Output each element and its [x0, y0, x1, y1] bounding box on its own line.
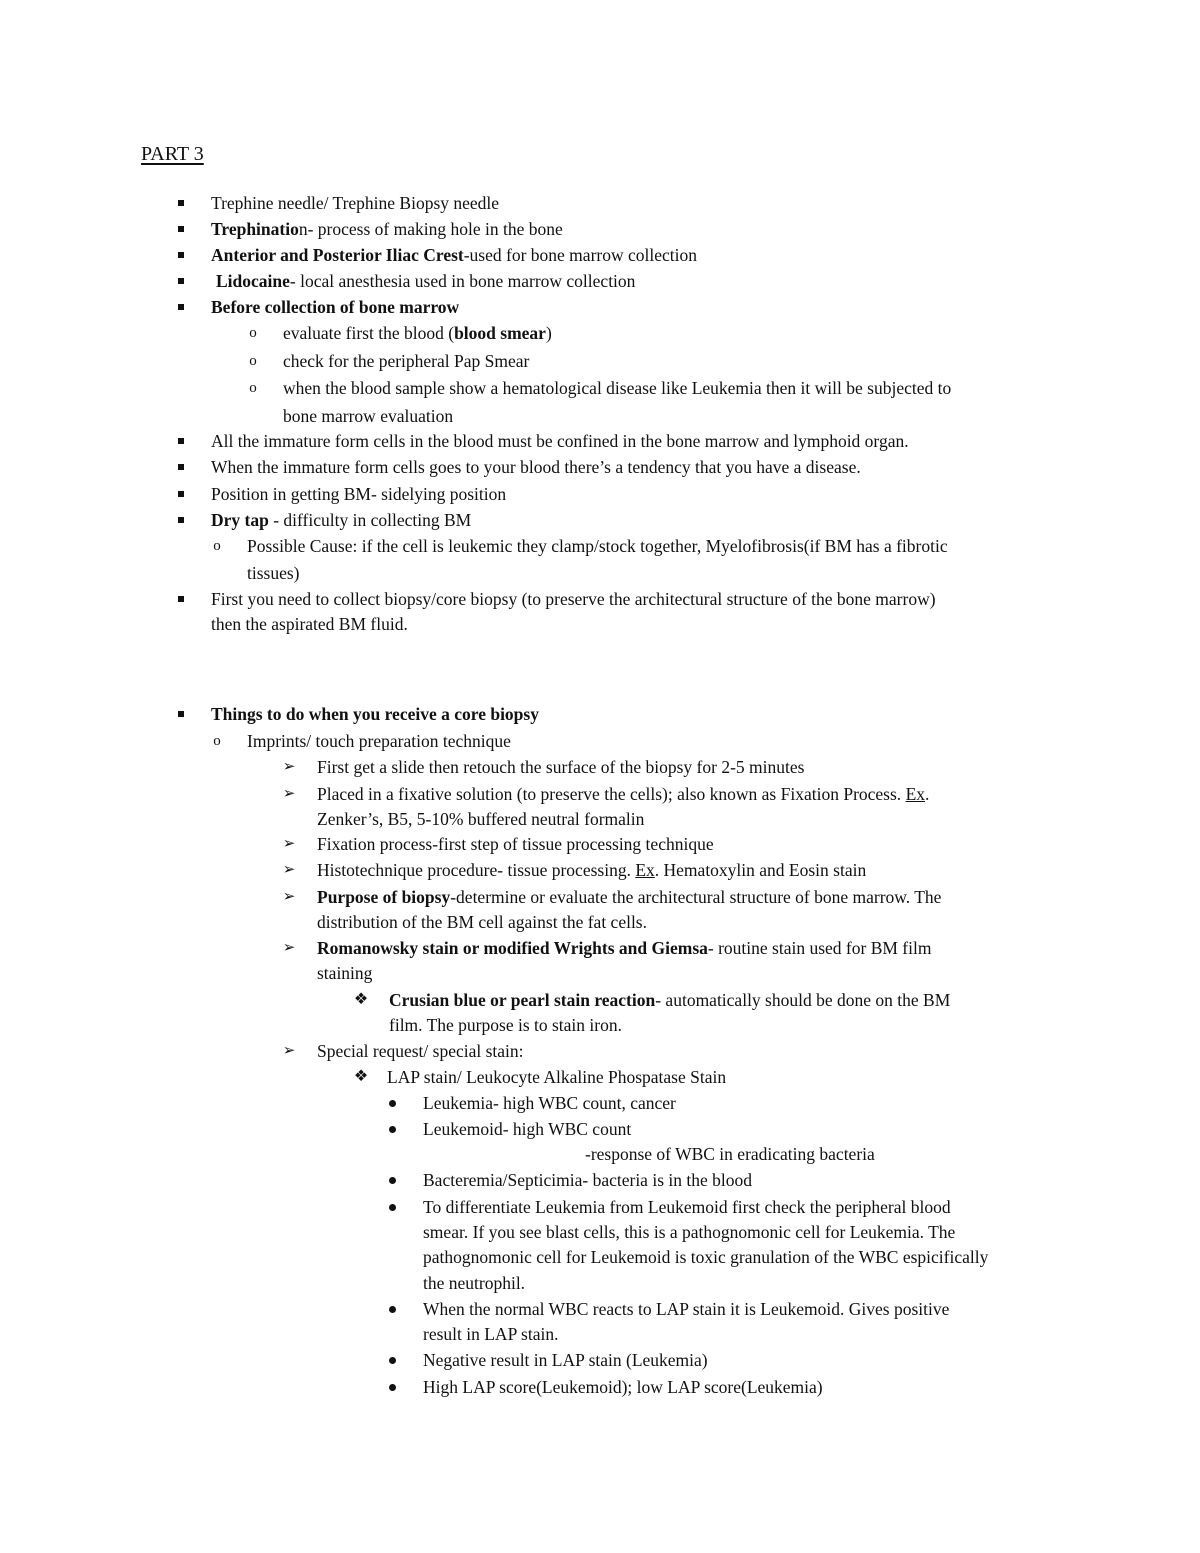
definition: - routine stain used for BM film: [707, 938, 932, 958]
list-item: High LAP score(Leukemoid); low LAP score(Leukemia): [423, 1377, 823, 1397]
list-item: [211, 245, 697, 265]
square-bullet-icon: [173, 245, 189, 265]
arrow-bullet-icon: ➢: [282, 862, 296, 878]
list-item: When the immature form cells goes to your blood there’s a tendency that you have a disease.: [211, 457, 861, 477]
list-item-continuation: then the aspirated BM fluid.: [211, 614, 408, 634]
list-item: Negative result in LAP stain (Leukemia): [423, 1350, 708, 1370]
round-bullet-icon: [384, 1377, 400, 1397]
list-item-continuation: result in LAP stain.: [423, 1324, 559, 1344]
page-title: PART 3: [141, 143, 204, 165]
list-item-continuation: tissues): [247, 563, 300, 583]
list-item: First get a slide then retouch the surface of the biopsy for 2-5 minutes: [317, 757, 805, 777]
definition: - automatically should be done on the BM: [655, 990, 951, 1010]
circle-bullet-icon: o: [213, 538, 221, 554]
text: Histotechnique procedure- tissue processing.: [317, 860, 636, 880]
text: ): [545, 323, 552, 343]
term: Romanowsky stain or modified Wrights and Giemsa: [317, 938, 708, 958]
list-item: [317, 860, 866, 880]
term: Purpose of biopsy: [317, 887, 451, 907]
definition: - difficulty in collecting BM: [268, 510, 472, 530]
square-bullet-icon: [173, 457, 189, 477]
list-item-continuation: -response of WBC in eradicating bacteria: [585, 1144, 875, 1164]
diamond-bullet-icon: ❖: [353, 991, 369, 1008]
term: Before collection of bone marrow: [211, 297, 460, 317]
list-item: Fixation process-first step of tissue processing technique: [317, 834, 714, 854]
round-bullet-icon: [384, 1197, 400, 1217]
list-item: [317, 938, 931, 958]
text: . Hematoxylin and Eosin stain: [654, 860, 867, 880]
list-item: Imprints/ touch preparation technique: [247, 731, 511, 751]
list-item: when the blood sample show a hematological disease like Leukemia then it will be subjected to: [283, 378, 952, 398]
arrow-bullet-icon: ➢: [282, 889, 296, 905]
round-bullet-icon: [384, 1299, 400, 1319]
arrow-bullet-icon: ➢: [282, 1043, 296, 1059]
list-item: [283, 323, 552, 343]
list-item: [211, 219, 563, 239]
list-item-continuation: smear. If you see blast cells, this is a pathognomonic cell for Leukemia. The: [423, 1222, 956, 1242]
section-heading: Things to do when you receive a core biopsy: [211, 704, 539, 724]
list-item: Leukemia- high WBC count, cancer: [423, 1093, 676, 1113]
list-item: [317, 784, 929, 804]
list-item-continuation: the neutrophil.: [423, 1273, 526, 1293]
list-item-continuation: staining: [317, 963, 373, 983]
arrow-bullet-icon: ➢: [282, 940, 296, 956]
square-bullet-icon: [173, 193, 189, 213]
list-item: [317, 887, 941, 907]
square-bullet-icon: [173, 219, 189, 239]
circle-bullet-icon: o: [249, 353, 257, 369]
arrow-bullet-icon: ➢: [282, 786, 296, 802]
list-item: [211, 297, 459, 317]
list-item: Leukemoid- high WBC count: [423, 1119, 632, 1139]
square-bullet-icon: [173, 297, 189, 317]
term: Crusian blue or pearl stain reaction: [389, 990, 656, 1010]
list-item-continuation: Zenker’s, B5, 5-10% buffered neutral formalin: [317, 809, 645, 829]
text: .: [925, 784, 930, 804]
list-item-continuation: pathognomonic cell for Leukemoid is toxic granulation of the WBC espicifically: [423, 1247, 989, 1267]
circle-bullet-icon: o: [249, 325, 257, 341]
diamond-bullet-icon: ❖: [353, 1068, 369, 1085]
list-item: Trephine needle/ Trephine Biopsy needle: [211, 193, 500, 213]
list-item: Bacteremia/Septicimia- bacteria is in the blood: [423, 1170, 752, 1190]
list-item: Special request/ special stain:: [317, 1041, 524, 1061]
term: Lidocaine: [216, 271, 290, 291]
list-item: First you need to collect biopsy/core biopsy (to preserve the architectural structure of the bone marrow): [211, 589, 936, 609]
list-item: Position in getting BM- sidelying position: [211, 484, 507, 504]
square-bullet-icon: [173, 589, 189, 609]
term: blood smear: [454, 323, 546, 343]
square-bullet-icon: [173, 431, 189, 451]
list-item: [389, 990, 950, 1010]
abbrev: Ex: [905, 784, 926, 804]
circle-bullet-icon: o: [213, 733, 221, 749]
list-item: check for the peripheral Pap Smear: [283, 351, 530, 371]
round-bullet-icon: [384, 1093, 400, 1113]
definition: n- process of making hole in the bone: [298, 219, 563, 239]
list-item: All the immature form cells in the blood must be confined in the bone marrow and lymphoid organ.: [211, 431, 909, 451]
list-item: LAP stain/ Leukocyte Alkaline Phospatase Stain: [387, 1067, 727, 1087]
abbrev: Ex: [635, 860, 655, 880]
arrow-bullet-icon: ➢: [282, 836, 296, 852]
text: Placed in a fixative solution (to preserve the cells); also known as Fixation Process.: [317, 784, 906, 804]
list-item: [216, 271, 635, 291]
round-bullet-icon: [384, 1119, 400, 1139]
square-bullet-icon: [173, 271, 189, 291]
round-bullet-icon: [384, 1170, 400, 1190]
square-bullet-icon: [173, 484, 189, 504]
list-item: Possible Cause: if the cell is leukemic they clamp/stock together, Myelofibrosis(if BM has a fibrotic: [247, 536, 948, 556]
definition: -used for bone marrow collection: [463, 245, 697, 265]
list-item: [211, 704, 539, 724]
term: Dry tap: [211, 510, 269, 530]
list-item: To differentiate Leukemia from Leukemoid first check the peripheral blood: [423, 1197, 951, 1217]
list-item-continuation: bone marrow evaluation: [283, 406, 454, 426]
term: Anterior and Posterior Iliac Crest: [211, 245, 464, 265]
square-bullet-icon: [173, 704, 189, 724]
text: evaluate first the blood (: [283, 323, 455, 343]
list-item: [211, 510, 471, 530]
list-item: When the normal WBC reacts to LAP stain it is Leukemoid. Gives positive: [423, 1299, 950, 1319]
round-bullet-icon: [384, 1350, 400, 1370]
list-item-continuation: distribution of the BM cell against the fat cells.: [317, 912, 647, 932]
definition: -determine or evaluate the architectural structure of bone marrow. The: [450, 887, 942, 907]
list-item-continuation: film. The purpose is to stain iron.: [389, 1015, 622, 1035]
definition: - local anesthesia used in bone marrow collection: [289, 271, 636, 291]
term: Trephinatio: [211, 219, 299, 239]
circle-bullet-icon: o: [249, 380, 257, 396]
square-bullet-icon: [173, 510, 189, 530]
arrow-bullet-icon: ➢: [282, 759, 296, 775]
